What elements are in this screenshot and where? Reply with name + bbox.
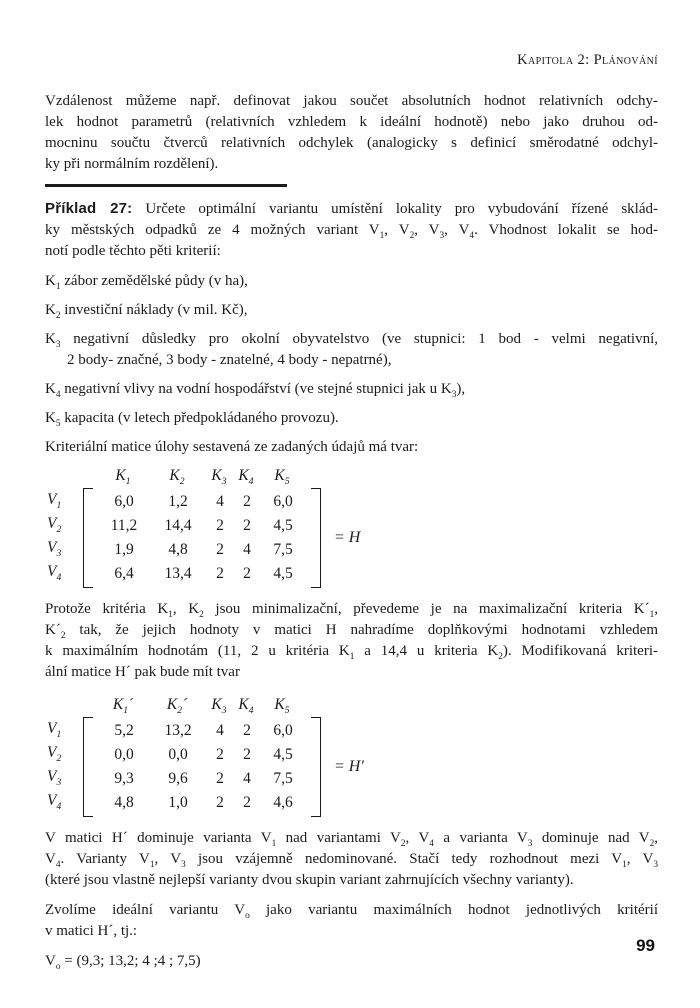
criteria-item xyxy=(45,271,658,292)
text-line: Protože kritéria $K_1$, $K_2$ jsou minimalizační, převedeme je na maximalizační kriteria $K´_1$, xyxy=(45,601,658,620)
text-line: Zvolíme ideální variantu $V_o$ jako variantu maximálních hodnot jednotlivých kritérií xyxy=(45,902,658,921)
matrix-cell: 9,6 xyxy=(168,770,188,787)
matrix-cell: 0,0 xyxy=(114,746,134,763)
matrix-values xyxy=(93,488,311,588)
section-rule xyxy=(45,184,287,187)
matrix-values xyxy=(93,717,311,817)
criteria-item xyxy=(45,300,658,321)
text-line: lek hodnot parametrů (relativních vzhledem k ideální hodnotě) nebo jako druhou od- xyxy=(45,114,658,130)
matrix-column-header: $K_5$ xyxy=(274,467,290,488)
chapter-header: Kapitola 2: Plánování xyxy=(517,52,658,68)
text-line: $K´_2$ tak, že jejich hodnoty v matici H nahradíme doplňkovými hodnotami vzhledem xyxy=(45,622,658,641)
text-line: $K_3$ negativní důsledky pro okolní obyvatelstvo (ve stupnici: 1 bod - velmi negativní, xyxy=(45,331,658,350)
matrix-column-headers xyxy=(98,692,658,717)
matrix-column-header: $K_3$ xyxy=(211,696,227,717)
matrix-row-label: $V_2$ xyxy=(47,744,62,765)
matrix-cell: 2 xyxy=(216,541,224,558)
matrix-column-header: $K_2$ xyxy=(169,467,185,488)
matrix-row-label: $V_4$ xyxy=(47,563,62,584)
matrix-cell: 4 xyxy=(216,493,224,510)
text-line: V matici H´ dominuje varianta $V_1$ nad variantami $V_2$, $V_4$ a varianta $V_3$ dominuje nad $V_2$, xyxy=(45,830,659,849)
matrix-row-labels xyxy=(47,488,83,588)
page-number: 99 xyxy=(636,936,655,955)
matrix-cell: 4,8 xyxy=(114,794,134,811)
matrix-cell: 6,0 xyxy=(273,493,293,510)
matrix-cell: 4,5 xyxy=(273,517,293,534)
matrix-column-header: $K_2´$ xyxy=(166,696,188,717)
matrix-cell: 2 xyxy=(243,722,251,739)
matrix-cell: 2 xyxy=(216,565,224,582)
text-line: k maximálním hodnotám (11, 2 u kritéria $K_1$ a 14,4 u kriteria $K_2$). Modifikovaná kriteri- xyxy=(45,643,658,662)
example-paragraph xyxy=(45,198,658,262)
text-line: ální matice H´ pak bude mít tvar xyxy=(45,664,240,680)
matrix-row-label: $V_3$ xyxy=(47,768,62,789)
matrix-cell: 4 xyxy=(243,541,251,558)
matrix-cell: 7,5 xyxy=(273,541,293,558)
matrix-row-label: $V_1$ xyxy=(47,491,62,512)
criteria-item xyxy=(45,379,658,400)
text-line: $K_5$ kapacita (v letech předpokládaného provozu). xyxy=(45,410,339,429)
text-line: ky při normálním rozdělení). xyxy=(45,156,219,172)
matrix-left-bracket xyxy=(83,488,93,588)
text-line: mocninu součtu čtverců relativních odchylek (analogicky s definicí směrodatné odchyl- xyxy=(45,135,658,151)
text-line: (které jsou vlastně nejlepší varianty dvou skupin variant zahrnujících všechny varianty). xyxy=(45,872,574,888)
matrix-column-header: $K_4$ xyxy=(238,696,254,717)
matrix-equals-label: = H′ xyxy=(334,758,364,775)
matrix-cell: 13,2 xyxy=(164,722,192,739)
matrix-cell: 9,3 xyxy=(114,770,134,787)
criteria-item xyxy=(45,408,658,429)
matrix-cell: 2 xyxy=(243,746,251,763)
criteria-item xyxy=(45,329,658,371)
matrix-cell: 1,9 xyxy=(114,541,134,558)
matrix-cell: 1,0 xyxy=(168,794,188,811)
matrix-cell: 2 xyxy=(243,794,251,811)
matrix-row-labels xyxy=(47,717,83,817)
text-line: notí podle těchto pěti kriterií: xyxy=(45,243,221,259)
matrix-cell: 11,2 xyxy=(110,517,138,534)
matrix-cell: 4,8 xyxy=(168,541,188,558)
matrix-cell: 4 xyxy=(243,770,251,787)
matrix-cell: 2 xyxy=(216,794,224,811)
criteria-matrix xyxy=(47,463,658,588)
matrix-right-bracket xyxy=(311,717,321,817)
matrix-cell: 0,0 xyxy=(168,746,188,763)
matrix-cell: 1,2 xyxy=(168,493,188,510)
text-line: Kriteriální matice úlohy sestavená ze zadaných údajů má tvar: xyxy=(45,439,419,455)
matrix-cell: 2 xyxy=(216,517,224,534)
dominance-paragraph xyxy=(45,828,658,891)
text-line: $K_1$ zábor zemědělské půdy (v ha), xyxy=(45,273,248,292)
matrix-row-label: $V_4$ xyxy=(47,792,62,813)
matrix-row-label: $V_1$ xyxy=(47,720,62,741)
text-line: $K_4$ negativní vlivy na vodní hospodářství (ve stejné stupnici jak u $K_3$), xyxy=(45,381,466,400)
matrix-column-header: $K_3$ xyxy=(211,467,227,488)
matrix-row-label: $V_2$ xyxy=(47,515,62,536)
matrix-cell: 4,6 xyxy=(273,794,293,811)
criteria-list xyxy=(45,271,658,429)
matrix-row-label: $V_3$ xyxy=(47,539,62,560)
matrix-cell: 6,0 xyxy=(273,722,293,739)
matrix-equals-label: = H xyxy=(334,529,361,546)
matrix-column-header: $K_5$ xyxy=(274,696,290,717)
example-label: Příklad 27: xyxy=(45,200,133,217)
ideal-variant-vector xyxy=(45,951,658,972)
text-line: 2 body- značné, 3 body - znatelné, 4 body - nepatrné), xyxy=(67,352,392,368)
matrix-column-header: $K_1´$ xyxy=(112,696,134,717)
transform-paragraph xyxy=(45,599,658,683)
matrix-cell: 2 xyxy=(216,770,224,787)
matrix-cell: 2 xyxy=(243,517,251,534)
matrix-left-bracket xyxy=(83,717,93,817)
text-line: ky městských odpadků ze 4 možných variant $V_1$, $V_2$, $V_3$, $V_4$. Vhodnost lokalit se hod- xyxy=(45,222,658,241)
matrix-right-bracket xyxy=(311,488,321,588)
modified-matrix xyxy=(47,692,658,817)
text-line: v matici H´, tj.: xyxy=(45,923,138,939)
matrix-cell: 14,4 xyxy=(164,517,192,534)
text-line: Příklad 27: Určete optimální variantu umístění lokality pro vybudování řízené sklád- xyxy=(45,200,658,217)
matrix-cell: 4 xyxy=(216,722,224,739)
matrix-cell: 7,5 xyxy=(273,770,293,787)
matrix-cell: 5,2 xyxy=(114,722,134,739)
matrix-cell: 6,0 xyxy=(114,493,134,510)
matrix-cell: 2 xyxy=(216,746,224,763)
matrix-cell: 2 xyxy=(243,565,251,582)
text-line: $V_4$. Varianty $V_1$, $V_3$ jsou vzájemně nedominované. Stačí tedy rozhodnout mezi $V_1$, $V_3$ xyxy=(45,851,658,870)
matrix-cell: 4,5 xyxy=(273,565,293,582)
matrix-cell: 13,4 xyxy=(164,565,192,582)
text-line: $K_2$ investiční náklady (v mil. Kč), xyxy=(45,302,248,321)
matrix-cell: 4,5 xyxy=(273,746,293,763)
matrix-cell: 6,4 xyxy=(114,565,134,582)
intro-paragraph xyxy=(45,91,658,175)
matrix-cell: 2 xyxy=(243,493,251,510)
matrix-column-header: $K_1$ xyxy=(115,467,131,488)
matrix-column-header: $K_4$ xyxy=(238,467,254,488)
ideal-variant-paragraph xyxy=(45,900,658,942)
text-line: Vzdálenost můžeme např. definovat jakou součet absolutních hodnot relativních odchy- xyxy=(45,93,658,109)
matrix-intro-paragraph xyxy=(45,437,658,458)
matrix-column-headers xyxy=(98,463,658,488)
text-line: $V_o = (9,3$; 13,2; 4 ;4 ; 7,5) xyxy=(45,953,201,972)
